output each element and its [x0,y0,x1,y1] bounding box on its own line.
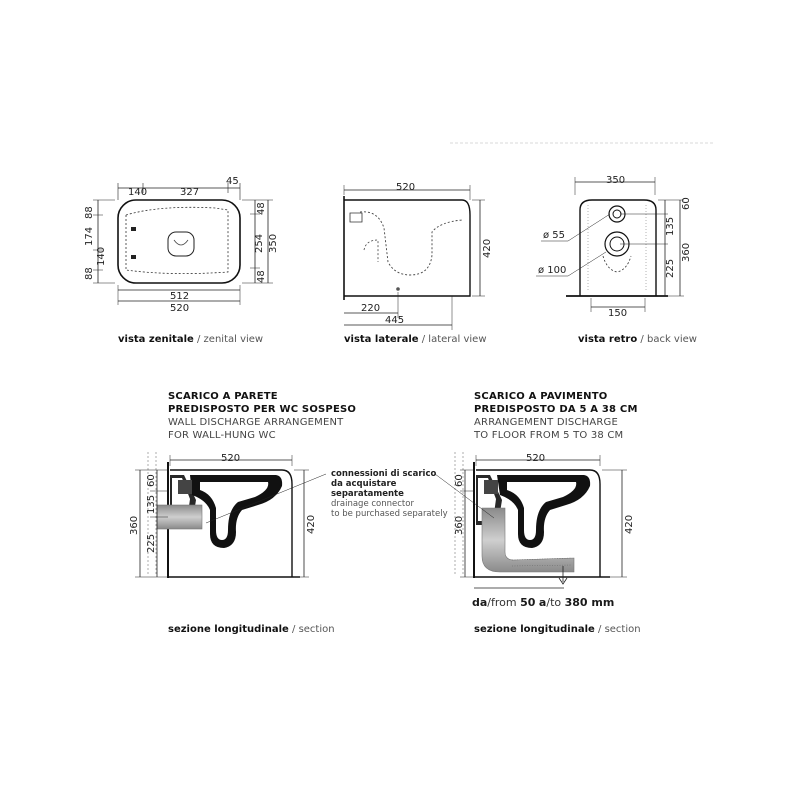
heading-wall-it-1: SCARICO A PARETE [168,391,278,402]
range-to: /to [546,596,562,609]
caption-section-floor-it: sezione longitudinale [474,624,595,635]
heading-floor-it-1: SCARICO A PAVIMENTO [474,391,608,402]
caption-lateral [344,334,487,345]
caption-sep: / [640,334,644,345]
dim-48-top: 48 [256,202,267,215]
floor-range-label [472,596,614,609]
dim-45: 45 [226,176,239,187]
heading-wall-en-1: WALL DISCHARGE ARRANGEMENT [168,417,344,428]
heading-wall-en-2: FOR WALL-HUNG WC [168,430,276,441]
caption-zenital-en: zenital view [203,334,264,345]
dim-520-wall: 520 [221,453,241,464]
note-it-2: da acquistare [331,479,397,489]
caption-sep: / [421,334,426,345]
caption-zenital-it: vista zenitale [118,334,194,345]
range-v2: 380 mm [564,596,615,609]
caption-zenital [118,334,263,345]
heading-wall-it-2: PREDISPOSTO PER WC SOSPESO [168,404,357,415]
range-da: da [472,596,488,609]
dim-140-left: 140 [96,246,107,266]
caption-section-wall-it: sezione longitudinale [168,624,289,635]
dim-520-floor: 520 [526,453,546,464]
caption-sep: / [598,624,602,635]
range-v1: 50 [520,596,536,609]
dim-60-floor: 60 [454,474,465,487]
dim-48-bottom: 48 [256,270,267,283]
dim-220-side: 220 [361,303,381,314]
dim-520: 520 [170,303,190,314]
dim-225-wall: 225 [146,533,157,553]
range-from: /from [487,596,517,609]
caption-section-floor-en: section [604,624,641,635]
dim-254: 254 [254,233,265,253]
dim-phi55: ø 55 [543,230,566,241]
connector-note [331,469,448,519]
dim-150-back: 150 [608,308,628,319]
heading-floor-en-2: TO FLOOR FROM 5 TO 38 CM [474,430,624,441]
dim-140-top: 140 [128,187,148,198]
dim-360-back: 360 [681,242,692,262]
dim-512: 512 [170,291,190,302]
dim-360-wall: 360 [129,515,140,535]
range-a: a [538,596,547,609]
dim-327: 327 [180,187,200,198]
zenital-view [93,183,273,305]
section-wall [135,452,326,578]
dim-350: 350 [268,233,279,253]
note-it-3: separatamente [331,489,404,499]
caption-back-en: back view [646,334,697,345]
dim-88-top: 88 [84,206,95,219]
dim-420-side: 420 [482,238,493,258]
back-view [536,177,684,312]
caption-back-it: vista retro [578,334,638,345]
dim-350-back: 350 [606,175,626,186]
heading-floor-en-1: ARRANGEMENT DISCHARGE [474,417,618,428]
caption-lateral-en: lateral view [428,334,487,345]
dim-phi100: ø 100 [538,265,567,276]
caption-sep: / [292,624,296,635]
dim-445-side: 445 [385,315,405,326]
heading-floor-it-2: PREDISPOSTO DA 5 A 38 CM [474,404,638,415]
dim-420-wall: 420 [306,514,317,534]
caption-section-wall-en: section [298,624,335,635]
dim-174: 174 [84,226,95,246]
dim-420-floor: 420 [624,514,635,534]
dim-225-back: 225 [665,258,676,278]
caption-section-floor [474,624,641,635]
heading-floor-discharge [474,390,638,442]
lateral-dimensions [361,182,493,326]
caption-sep: / [196,334,201,345]
dim-360-floor: 360 [454,515,465,535]
dim-135-wall: 135 [146,494,157,514]
dim-88-bottom: 88 [84,267,95,280]
caption-back [578,334,697,345]
caption-section-wall [168,624,335,635]
dim-135-back: 135 [665,216,676,236]
note-en-1: drainage connector [331,499,414,509]
caption-lateral-it: vista laterale [344,334,419,345]
dim-60-wall: 60 [146,474,157,487]
heading-wall-discharge [168,390,356,442]
dim-60-back: 60 [681,197,692,210]
note-en-2: to be purchased separately [331,509,448,519]
note-it-1: connessioni di scarico [331,469,437,479]
dim-520-side: 520 [396,182,416,193]
